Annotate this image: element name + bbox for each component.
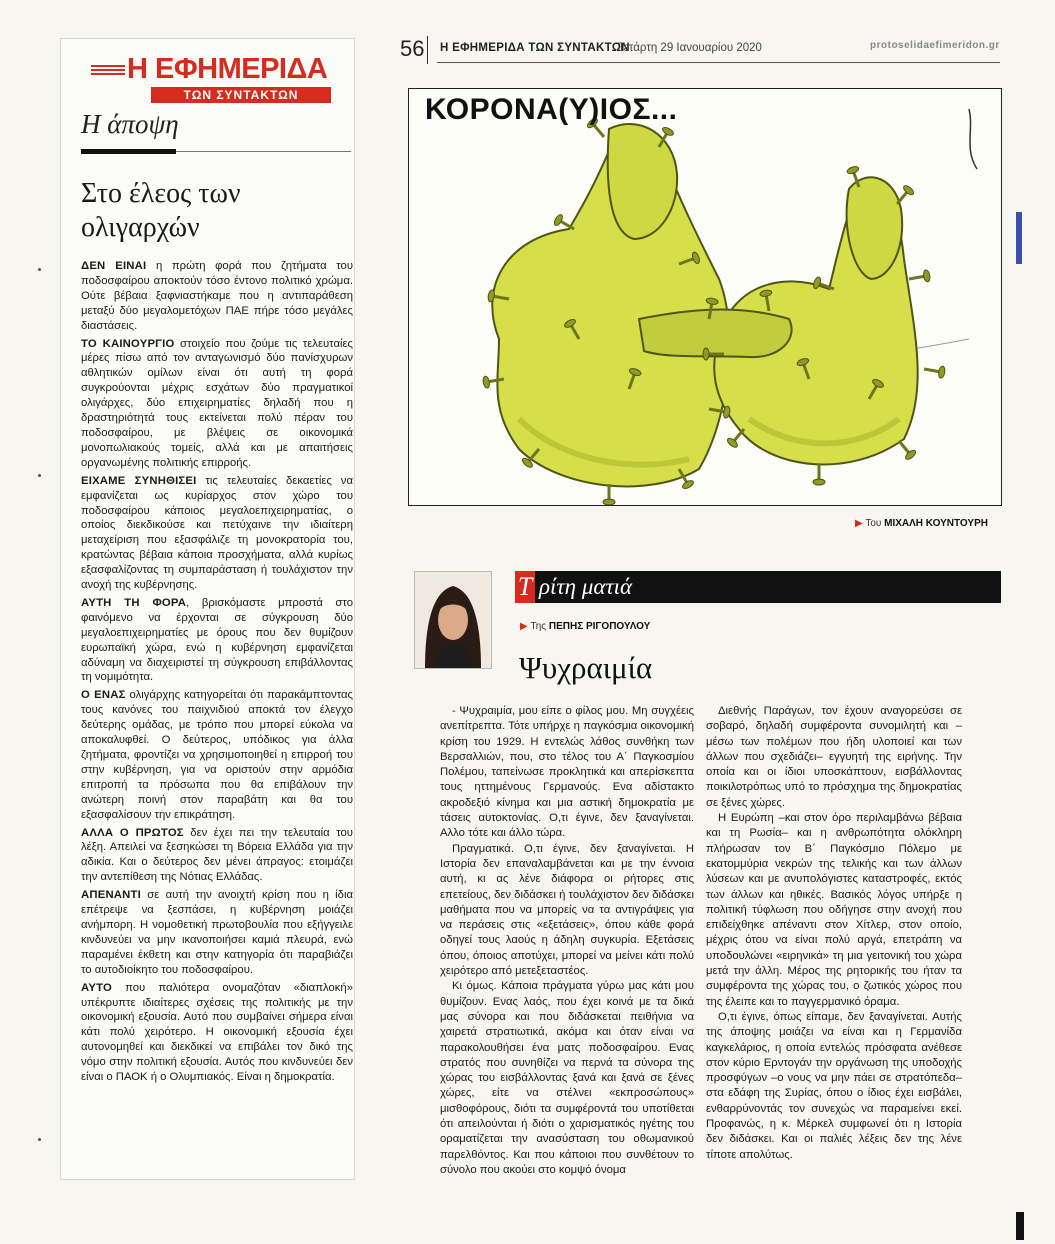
column-headline: Ψυχραιμία xyxy=(519,650,653,685)
column-text-a xyxy=(440,704,694,1178)
masthead-subtitle: ΤΩΝ ΣΥΝΤΑΚΤΩΝ xyxy=(151,87,331,103)
column-text-b xyxy=(706,704,962,1163)
margin-dot xyxy=(38,1138,41,1141)
paragraph-text: ολιγάρχης κατηγορείται ότι παρακάμπτοντας τους κανόνες του παιχνιδιού αποκτά τον έλεγχο δεύτερης ομάδας, με τρόπο που μπορεί εύκολα να αποκαλυφθεί. Ο δεύτερος, υπόδικος για άλλα ζητήματα, φροντίζει να χρησιμοποιηθεί η επιρροή του στην κυβέρνηση, για να οριστούν στην αρμόδια επιτροπή τα πρόσωπα που θα επιβάλουν την ανώτερη ποινή στον παραβάτη και θα του εξασφαλίσουν την επικράτηση. xyxy=(81,689,353,821)
opinion-headline: Στο έλεος των ολιγαρχών xyxy=(81,178,241,243)
masthead-arrow-icon xyxy=(91,65,125,75)
paragraph-text: που παλιότερα ονομαζόταν «διαπλοκή» υπέκρυπτε ιδιαίτερες σχέσεις της πολιτικής με την οικονομική εξουσία. Αυτό που συμβαίνει σήμερα είναι κάτι πολύ χειρότερο. Η οικονομική εξουσία έχει αυτονομηθεί και διεκδικεί να επιβάλει τον δικό της νόμο στην πολιτική εξουσία. Αυτός που κινδυνεύει δεν είναι ο ΠΑΟΚ ή ο Ολυμπιακός. Είναι η δημοκρατία. xyxy=(81,981,353,1084)
cartoon-title: ΚΟΡΟΝΑ(Υ)ΙΟΣ... xyxy=(425,93,678,126)
page-number: 56 xyxy=(400,36,425,61)
paragraph-text: η πρώτη φορά που ζητήματα του ποδοσφαίρου αποκτούν τόσο έντονο πολιτικό χρώμα. Ούτε βέβαια ξαφνιαστήκαμε που η αντιπαράθεση μεταξύ δύο μεγαλομετόχων ΠΑΕ πήρε τόσο μεγάλες διαστάσεις. xyxy=(81,260,354,332)
margin-marker xyxy=(1016,1212,1024,1240)
paragraph-lead: ΑΛΛΑ Ο ΠΡΩΤΟΣ xyxy=(81,826,184,839)
banner-title: ρίτη ματιά xyxy=(539,574,633,599)
cartoon-illustration xyxy=(409,89,1002,506)
paragraph-lead: ΕΙΧΑΜΕ ΣΥΝΗΘΙΣΕΙ xyxy=(81,474,197,487)
paragraph-text: δεν έχει πει την τελευταία του λέξη. Απειλεί να ξεσηκώσει τη Βόρεια Ελλάδα για την αδικία. Και ο δεύτερος δεν μένει άπραγος: ετοιμάζει την αντεπίθεση της Νότιας Ελλάδας. xyxy=(81,826,353,884)
paragraph-text: σε αυτή την ανοιχτή κρίση που η ίδια επέτρεψε να ξεσπάσει, η κυβέρνηση μοιάζει ανήμπορη. Η νομοθετική πρωτοβουλία που εξήγγειλε κινδυνεύει να μην ικανοποιήσει καμιά πλευρά, ενώ παραμένει έκθετη και στην κατηγορία ότι παραβιάζει το αυτοδιοίκητο του ποδοσφαίρου. xyxy=(81,889,353,976)
masthead-title: Η ΕΦΗΜΕΡΙΔΑ xyxy=(127,53,328,85)
column-banner xyxy=(515,571,1001,603)
byline xyxy=(520,621,650,632)
column-paragraph: Ο,τι έγινε, όπως είπαμε, δεν ξαναγίνεται. Αυτής της άποψης μοιάζει να είναι και η Γερμανίδα καγκελάριος, η οποία εντελώς πρόσφατα ανέθεσε στον κύριο Ερντογάν την οργάνωση της υποδοχής προσφύγων –ο νους να μην πάει σε στρατόπεδα– στα εδάφη της Συρίας, όπου ο ίδιος έχει εισβάλει, ενθαρρύνοντάς τον συνεχώς να παραμείνει εκεί. Προφανώς, η κ. Μέρκελ συμφωνεί ότι η Ιστορία δεν διδάσκει. Και οι παλιές λέξεις δεν της λένε τίποτε απολύτως. xyxy=(706,1010,962,1161)
byline-name: ΠΕΠΗΣ ΡΙΓΟΠΟΥΛΟΥ xyxy=(548,621,651,632)
section-rule xyxy=(81,149,351,154)
paragraph-lead: ΑΠΕΝΑΝΤΙ xyxy=(81,889,141,902)
margin-dot xyxy=(38,268,41,271)
cartoon-credit-name: ΜΙΧΑΛΗ ΚΟΥΝΤΟΥΡΗ xyxy=(884,518,988,529)
opinion-paragraph xyxy=(81,596,353,685)
cartoon-credit-prefix: Του xyxy=(865,518,882,529)
column-paragraph: Διεθνής Παράγων, τον έχουν αναγορεύσει σε σοβαρό, δηλαδή συμφέροντα συνομιλητή και –μέσω των πολέμων που ήδη υλοποιεί και των άλλων που σχεδιάζει– εγγυητή της ειρήνης. Την οποία και οι ίδιοι υποσκάπτουν, εισβάλλοντας ποικιλοτρόπως υπό το πρόσχημα της δημοκρατίας σε ξένες χώρες. xyxy=(706,705,962,809)
paragraph-lead: ΑΥΤΗ ΤΗ ΦΟΡΑ xyxy=(81,596,187,609)
paragraph-text: τις τελευταίες δεκαετίες να εμφανίζεται ως κυρίαρχος στον χώρο του ποδοσφαίρου κάποιος μεγαλοεπιχειρηματίας, ο οποίος διεκδικούσε και πετύχαινε την ιδιαίτερη μεταχείριση που εξασφάλιζε τη μονοκρατορία του, κρατώντας βέβαια κάποια προσχήματα, αλλά κυρίως εξασφαλίζοντας τη συμπαράσταση ή τουλάχιστον την ανοχή της κυβέρνησης. xyxy=(81,474,353,592)
paragraph-lead: Ο ΕΝΑΣ xyxy=(81,689,126,702)
opinion-paragraph xyxy=(81,688,353,822)
author-portrait-icon xyxy=(415,572,491,668)
paragraph-lead: ΤΟ ΚΑΙΝΟΥΡΓΙΟ xyxy=(81,337,175,350)
source-watermark: protoselidaefimeridon.gr xyxy=(870,40,1000,51)
paragraph-lead: ΑΥΤΟ xyxy=(81,981,112,994)
margin-marker xyxy=(1016,212,1022,264)
cartoon-credit xyxy=(855,518,988,529)
header-rule xyxy=(437,62,1000,63)
section-label: Η άποψη xyxy=(81,109,179,139)
opinion-paragraph xyxy=(81,981,353,1085)
opinion-paragraph xyxy=(81,259,353,334)
running-head: Η ΕΦΗΜΕΡΙΔΑ ΤΩΝ ΣΥΝΤΑΚΤΩΝ xyxy=(440,42,630,54)
opinion-paragraph xyxy=(81,888,353,977)
opinion-paragraph xyxy=(81,474,353,593)
paragraph-text: στοιχείο που ζούμε τις τελευταίες μέρες πίσω από τον ανταγωνισμό δύο πανίσχυρων αθλητικών ομίλων είναι ότι αυτή τη φορά συγκρούονται μέχρις εσχάτων δύο πραγματικοί ολιγάρχες, δύο επιχειρηματίες δηλαδή που η δραστηριότητά τους εκτείνεται πολύ πέραν του ποδοσφαίρου, με βλέψεις σε οικονομικά μονοπωλιακούς τομείς, αλλά και με απαιτήσεις οργανωμένης πολιτικής επιρροής. xyxy=(81,337,353,469)
opinion-column xyxy=(60,38,355,1180)
masthead-logo xyxy=(91,53,331,107)
banner-initial: Τ xyxy=(515,571,535,603)
triangle-icon: ▶ xyxy=(520,621,528,632)
header-separator xyxy=(427,36,428,64)
triangle-icon: ▶ xyxy=(855,518,863,529)
editorial-cartoon xyxy=(408,88,1002,506)
margin-dot xyxy=(38,474,41,477)
byline-prefix: Της xyxy=(530,621,547,632)
column-paragraph: - Ψυχραιμία, μου είπε ο φίλος μου. Μη συγχέεις ανεπίτρεπτα. Τότε υπήρχε η παγκόσμια οικονομική κρίση του 1929. Η εντελώς λάθος συνθήκη των Βερσαλλιών, που, στο τέλος του Α΄ Παγκοσμίου Πολέμου, ταπείνωσε προκλητικά και απερίσκεπτα τους ηττημένους Γερμανούς. Ενα αδίστακτο ακροδεξιό κίνημα και μια αστική δημοκρατία με τάσεις αυτοκτονίας. Ο,τι έγινε, δεν ξαναγίνεται. Αλλο τότε και άλλο τώρα. xyxy=(440,705,694,840)
paragraph-lead: ΔΕΝ ΕΙΝΑΙ xyxy=(81,260,147,272)
column-paragraph: Πραγματικά. Ο,τι έγινε, δεν ξαναγίνεται. Η Ιστορία δεν επαναλαμβάνεται και με την έννοια αυτή, κι ας λένε διάφορα οι ρήτορες στις επετείους, δεν διδάσκει ή τουλάχιστον δεν διδάσκει μαθήματα που να μπορείς να τα αντιγράψεις για να περάσεις στις «εξετάσεις», όπου κάθε φορά οδηγεί τους λαούς η άδηλη συγκυρία. Εξετάσεις όπου, όποιος αποτύχει, μπορεί να μείνει κάτι πολύ χειρότερο από μετεξεταστέος. xyxy=(440,842,694,978)
column-paragraph: Κι όμως. Κάποια πράγματα γύρω μας κάτι μου θυμίζουν. Ενας λαός, που έχει κοινά με τα δικά μας σύνορα και που διδάσκεται πειθήνια να χαιρετά στρατιωτικά, ακόμα και όταν είναι να παρακολουθήσει ένα ματς ποδοσφαίρου. Ενας στρατός που συνηθίζει να περνά τα σύνορα της χώρας του εισβάλλοντας ξανά και ξανά σε ξένες χώρες, είτε να στέλνει «εκπροσώπους» μισθοφόρους, διότι τα συμφέροντά του υποτίθεται ότι απειλούνται ή διότι ο χαρισματικός ηγέτης του οραματίζεται την ανασύσταση του οθωμανικού παρελθόντος. Και που κάποιοι που συνθέτουν το σύνολο που ακούει στο κομψό όνομα xyxy=(440,980,694,1176)
opinion-body xyxy=(81,259,353,1088)
issue-date: Τετάρτη 29 Ιανουαρίου 2020 xyxy=(618,42,762,54)
opinion-paragraph xyxy=(81,337,353,471)
paragraph-text: , βρισκόμαστε μπροστά στο φαινόμενο να έρχονται σε σύγκρουση δύο μεγαλοεπιχειρηματίες με όρους που δεν θυμίζουν ευρωπαϊκή χώρα, ενώ η κυβέρνηση εμφανίζεται αδύναμη να διαχειριστεί τη σύγκρουση επιβάλλοντας τη νομιμότητα. xyxy=(81,596,353,684)
opinion-paragraph xyxy=(81,826,353,886)
column-paragraph: Η Ευρώπη –και στον όρο περιλαμβάνω βέβαια και τη Ρωσία– και η ανθρωπότητα ολόκληρη πλήρωσαν τον Β΄ Παγκόσμιο Πόλεμο με εκατομμύρια νεκρών της τελικής και των άλλων λύσεων και με ανυπολόγιστες καταστροφές, εκτός των άλλων και ηθικές. Βασικός λόγος υπήρξε η πολιτική τύφλωση που οδήγησε στην ανοχή που επιδείχθηκε απέναντι στον Χίτλερ, στον οποίο, μέχρις ότου να είναι πολύ αργά, επετράπη να υποδουλώνει «ειρηνικά» τη μια γειτονική του χώρα μετά την άλλη. Μέρος της ρητορικής του ήταν τα συμφέροντα της χώρας του, ο ζωτικός χώρος που της έλειπε και το παγγερμανικό όραμα. xyxy=(706,812,962,1008)
author-photo xyxy=(414,571,492,669)
